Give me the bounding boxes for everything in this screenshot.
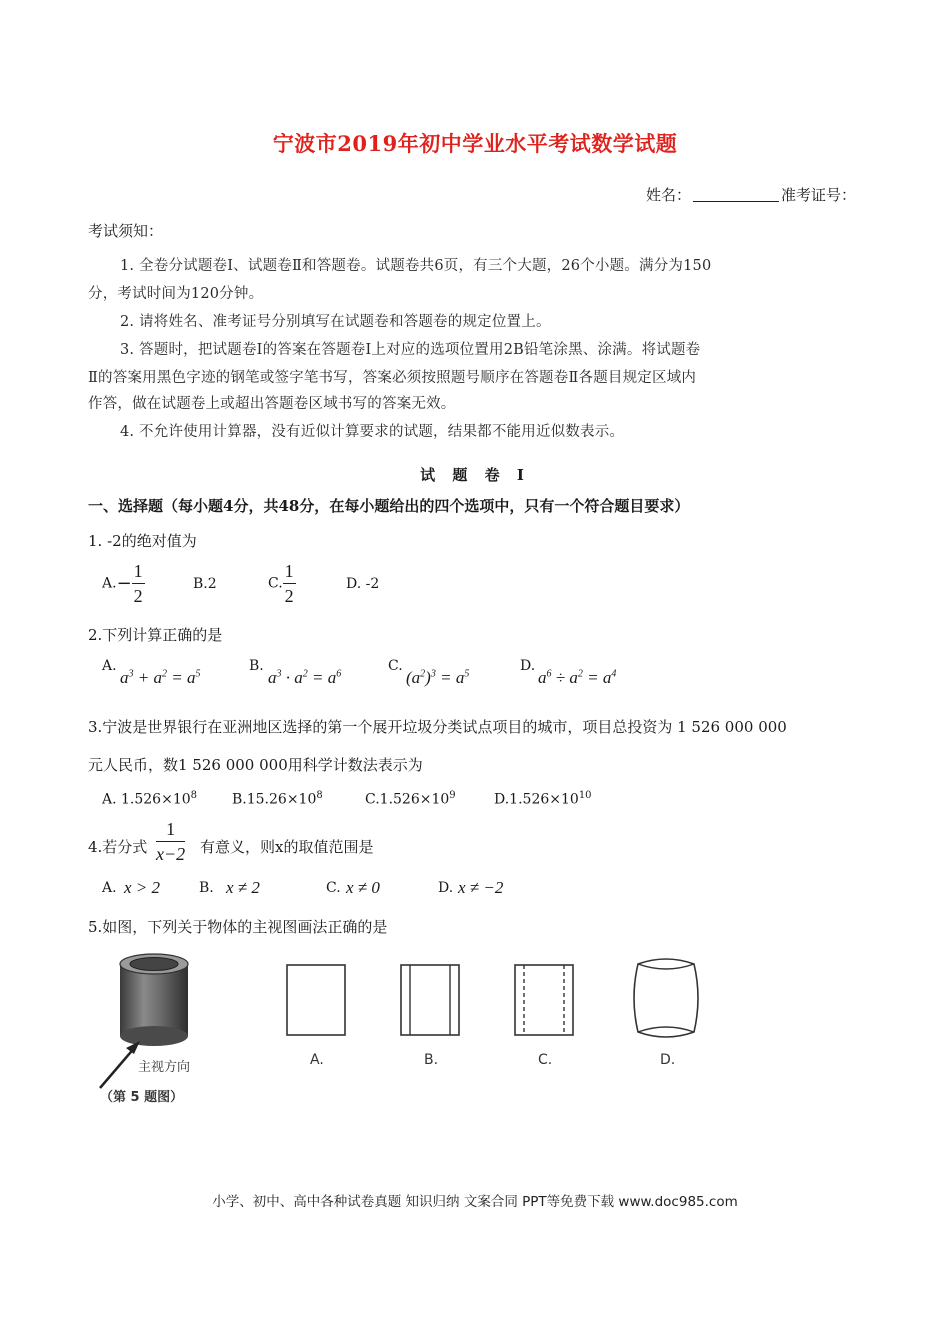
q1-option-b: B.2 [193, 576, 217, 592]
page-title: 宁波市2019年初中学业水平考试数学试题 [272, 131, 678, 156]
q3-stem-line-2: 元人民币，数1 526 000 000用科学计数法表示为 [88, 756, 423, 774]
q4-option-a-expr: x > 2 [124, 878, 161, 897]
q5-option-a-drawing [282, 960, 352, 1040]
section-1-heading: 一、选择题（每小题4分，共48分，在每小题给出的四个选项中，只有一个符合题目要求） [88, 497, 690, 515]
q4-option-b-expr: x ≠ 2 [226, 878, 260, 897]
rule-1-line-2: 分，考试时间为120分钟。 [88, 286, 264, 302]
q4-stem-post: 有意义，则x的取值范围是 [200, 838, 374, 856]
q5-option-b-drawing [396, 960, 466, 1040]
q1-option-a: A.− $\frac{1}{2}$ [102, 561, 143, 606]
q4-option-c-label: C. [326, 880, 341, 896]
q5-option-d-drawing [628, 952, 704, 1044]
candidate-info-line [646, 184, 856, 205]
q1-option-d: D. -2 [346, 576, 380, 592]
page-footer: 小学、初中、高中各种试卷真题 知识归纳 文案合同 PPT等免费下载 www.doc985.com [212, 1194, 738, 1210]
rule-3-line-2: Ⅱ的答案用黑色字迹的钢笔或签字笔书写，答案必须按照题号顺序在答题卷Ⅱ各题目规定区域内 [88, 370, 697, 386]
section-title: 试 题 卷 Ⅰ [420, 466, 530, 484]
q2-stem: 2.下列计算正确的是 [88, 626, 223, 644]
q2-option-a-expr: $a^3 + a^2 = a^5$ [120, 668, 201, 687]
rule-4: 4. 不允许使用计算器，没有近似计算要求的试题，结果都不能用近似数表示。 [120, 424, 625, 440]
q5-option-d: D. [660, 1052, 676, 1068]
q2-option-a-label: A. [102, 658, 117, 674]
q4-option-d-expr: x ≠ −2 [458, 878, 504, 897]
q5-option-c: C. [538, 1052, 553, 1068]
q2-option-b-label: B. [249, 658, 264, 674]
notice-heading: 考试须知： [88, 222, 164, 240]
q2-option-d-expr: $a^6 \div a^2 = a^4$ [538, 668, 617, 687]
q4-stem-pre: 4.若分式 [88, 838, 148, 856]
q2-option-b-expr: $a^3 \cdot a^2 = a^6$ [268, 668, 342, 687]
q5-option-b: B. [424, 1052, 439, 1068]
q3-option-a: A. $1.526\times 10^8$ [102, 790, 198, 808]
q3-option-c: $C.1.526\times 10^9$ [365, 790, 456, 808]
q3-option-d: $D.1.526\times 10^{10}$ [494, 790, 592, 808]
q1-option-c: C. $\frac{1}{2}$ [268, 561, 294, 606]
rule-2: 2. 请将姓名、准考证号分别填写在试题卷和答题卷的规定位置上。 [120, 314, 551, 330]
rule-1-line-1: 1. 全卷分试题卷Ⅰ、试题卷Ⅱ和答题卷。试题卷共6页，有三个大题，26个小题。满分为150 [120, 258, 712, 274]
q3-stem-line-1: 3.宁波是世界银行在亚洲地区选择的第一个展开垃圾分类试点项目的城市，项目总投资为 1 526 000 000 [88, 718, 787, 736]
q5-option-c-drawing [510, 960, 580, 1040]
rule-3-line-1: 3. 答题时，把试题卷Ⅰ的答案在答题卷Ⅰ上对应的选项位置用2B铅笔涂黑、涂满。将试题卷 [120, 342, 701, 358]
q5-figure-caption: （第 5 题图） [100, 1090, 184, 1105]
q2-option-c-expr: $(a^2)^3 = a^5$ [406, 668, 470, 687]
q2-option-c-label: C. [388, 658, 403, 674]
q1-stem: 1. -2的绝对值为 [88, 532, 197, 550]
q5-direction-label: 主视方向 [138, 1060, 191, 1075]
q4-option-d-label: D. [438, 880, 454, 896]
name-label: 姓名： [646, 186, 692, 204]
q5-option-a: A. [310, 1052, 324, 1068]
q4-option-c-expr: x ≠ 0 [346, 878, 380, 897]
q4-fraction: $\frac{1}{x-2}$ [156, 819, 186, 864]
q3-option-b: $B.15.26\times 10^8$ [232, 790, 323, 808]
q4-option-a-label: A. [102, 880, 117, 896]
rule-3-line-3: 作答，做在试题卷上或超出答题卷区域书写的答案无效。 [88, 396, 456, 412]
name-blank [693, 187, 779, 202]
q2-option-d-label: D. [520, 658, 536, 674]
q5-stem: 5.如图，下列关于物体的主视图画法正确的是 [88, 918, 388, 936]
exam-id-label: 准考证号： [781, 186, 857, 204]
q4-option-b-label: B. [199, 880, 214, 896]
